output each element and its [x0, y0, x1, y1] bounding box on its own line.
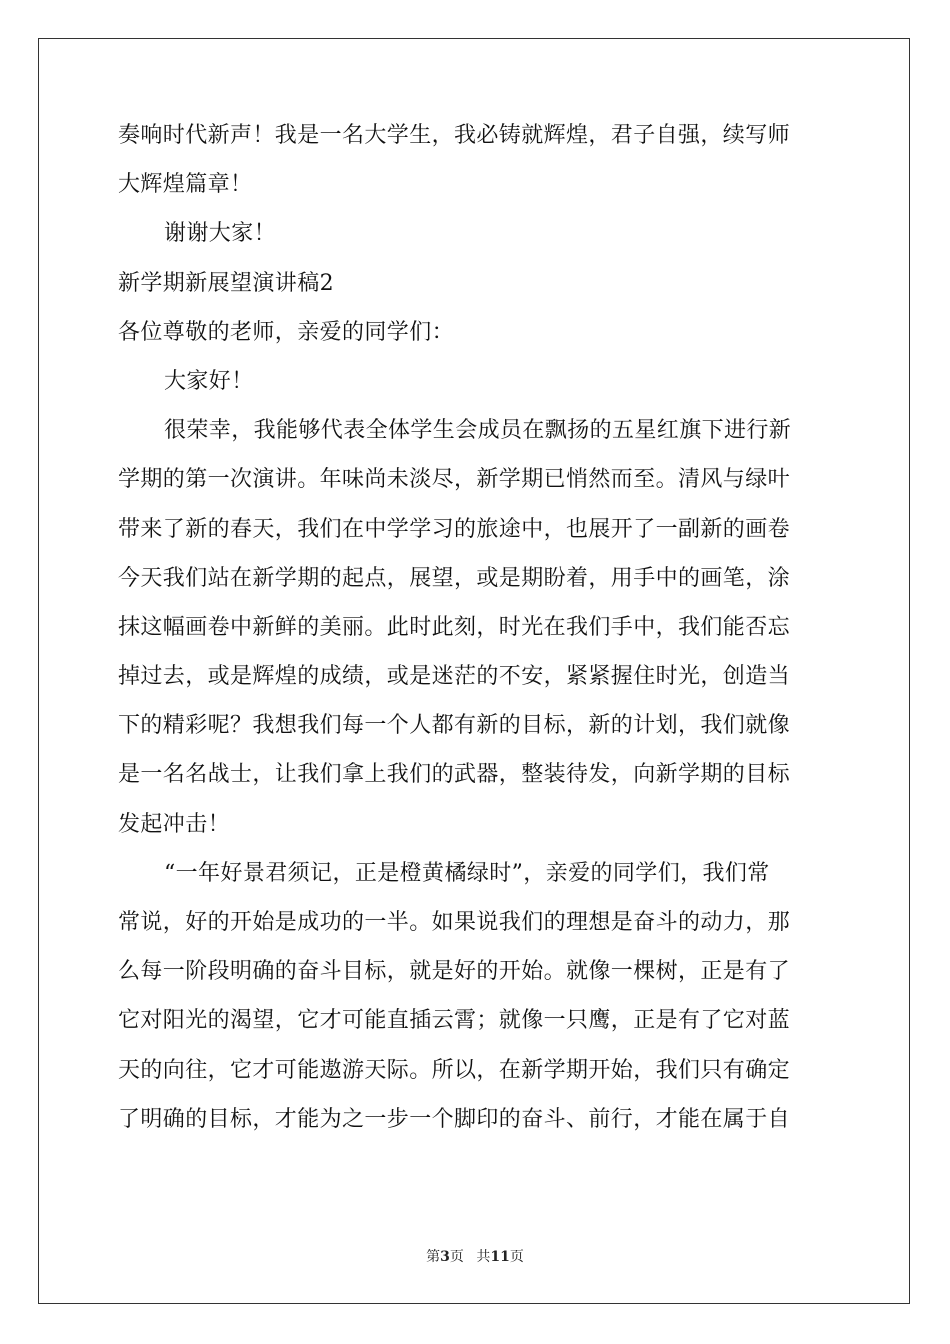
text-line: 它对阳光的渴望，它才可能直插云霄；就像一只鹰，正是有了它对蓝: [118, 1008, 791, 1034]
text-line: 带来了新的春天，我们在中学学习的旅途中，也展开了一副新的画卷: [118, 516, 791, 542]
page-indicator: [426, 1249, 464, 1265]
text-line: 掉过去，或是辉煌的成绩，或是迷茫的不安，紧紧握住时光，创造当: [118, 664, 791, 690]
text-line: “一年好景君须记，正是橙黄橘绿时”，亲爱的同学们，我们常: [164, 860, 770, 886]
text-line: 新学期新展望演讲稿2: [118, 270, 334, 296]
page-suffix: 页: [449, 1249, 464, 1265]
page-number: 3: [440, 1249, 450, 1265]
text-line: 抹这幅画卷中新鲜的美丽。此时此刻，时光在我们手中，我们能否忘: [118, 614, 791, 640]
text-line: 各位尊敬的老师，亲爱的同学们：: [118, 319, 455, 345]
total-prefix: 共: [476, 1249, 491, 1265]
text-line: 谢谢大家！: [164, 221, 277, 247]
total-number: 11: [490, 1249, 510, 1265]
text-line: 大辉煌篇章！: [118, 172, 253, 198]
text-line: 奏响时代新声！我是一名大学生，我必铸就辉煌，君子自强，续写师: [118, 123, 791, 148]
text-line: 学期的第一次演讲。年味尚未淡尽，新学期已悄然而至。清风与绿叶: [118, 467, 791, 493]
total-pages-indicator: [476, 1249, 523, 1265]
text-line: 发起冲击！: [118, 811, 231, 837]
page-prefix: 第: [426, 1249, 441, 1265]
total-suffix: 页: [509, 1249, 524, 1265]
text-line: 了明确的目标，才能为之一步一个脚印的奋斗、前行，才能在属于自: [118, 1106, 791, 1132]
text-line: 大家好！: [164, 368, 254, 394]
text-line: 下的精彩呢？我想我们每一个人都有新的目标，新的计划，我们就像: [118, 713, 791, 739]
text-line: 很荣幸，我能够代表全体学生会成员在飘扬的五星红旗下进行新: [164, 418, 792, 444]
page-footer: [0, 1248, 950, 1266]
text-line: 天的向往，它才可能遨游天际。所以，在新学期开始，我们只有确定: [118, 1057, 791, 1083]
text-line: 今天我们站在新学期的起点，展望，或是期盼着，用手中的画笔，涂: [118, 565, 791, 591]
text-line: 是一名名战士，让我们拿上我们的武器，整装待发，向新学期的目标: [118, 762, 791, 788]
text-line: 么每一阶段明确的奋斗目标，就是好的开始。就像一棵树，正是有了: [118, 959, 791, 985]
document-body: [118, 124, 838, 1157]
text-line: 常说，好的开始是成功的一半。如果说我们的理想是奋斗的动力，那: [118, 910, 791, 935]
